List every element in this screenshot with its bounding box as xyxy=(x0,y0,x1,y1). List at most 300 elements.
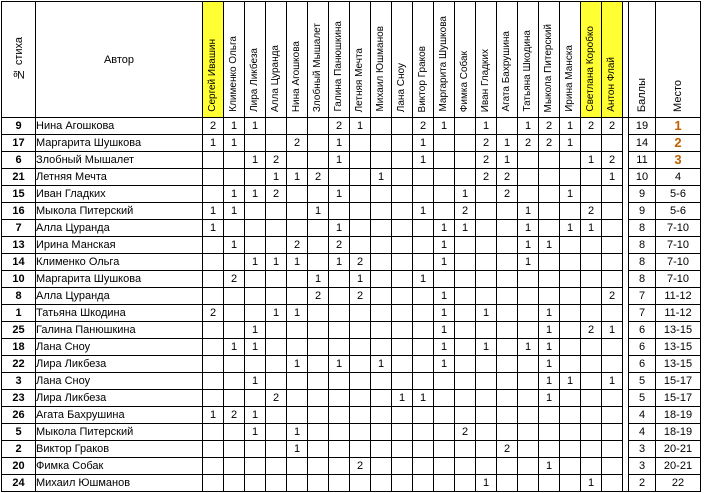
poem-number-cell: 14 xyxy=(2,254,36,271)
vote-cell xyxy=(581,390,602,407)
vote-cell xyxy=(413,407,434,424)
vote-cell xyxy=(581,254,602,271)
vote-cell xyxy=(497,237,518,254)
vote-cell xyxy=(329,169,350,186)
author-cell: Мыкола Питерский xyxy=(36,203,203,220)
author-cell: Мыкола Питерский xyxy=(36,424,203,441)
vote-cell xyxy=(266,424,287,441)
vote-cell: 1 xyxy=(224,237,245,254)
poem-number-cell: 21 xyxy=(2,169,36,186)
vote-cell: 1 xyxy=(434,118,455,135)
vote-cell xyxy=(560,237,581,254)
vote-cell xyxy=(518,356,539,373)
vote-cell: 1 xyxy=(245,322,266,339)
vote-cell xyxy=(371,305,392,322)
vote-cell xyxy=(413,373,434,390)
vote-cell xyxy=(413,356,434,373)
vote-cell xyxy=(287,203,308,220)
vote-cell xyxy=(602,237,623,254)
vote-cell: 1 xyxy=(245,424,266,441)
vote-cell: 1 xyxy=(308,203,329,220)
vote-cell xyxy=(434,135,455,152)
vote-cell xyxy=(476,237,497,254)
score-cell: 7 xyxy=(629,305,656,322)
score-cell: 10 xyxy=(629,169,656,186)
vote-cell: 1 xyxy=(518,339,539,356)
place-cell: 7-10 xyxy=(656,254,701,271)
place-cell: 13-15 xyxy=(656,339,701,356)
column-header-number xyxy=(2,2,36,118)
vote-cell: 2 xyxy=(266,390,287,407)
vote-cell xyxy=(308,237,329,254)
vote-cell xyxy=(518,390,539,407)
column-header-number-label: № стиха xyxy=(12,36,25,81)
table-row xyxy=(2,407,701,424)
table-row xyxy=(2,237,701,254)
place-cell: 18-19 xyxy=(656,407,701,424)
column-header-place xyxy=(656,2,701,118)
author-cell: Летняя Мечта xyxy=(36,169,203,186)
vote-cell xyxy=(602,407,623,424)
vote-cell: 1 xyxy=(245,407,266,424)
place-cell: 13-15 xyxy=(656,356,701,373)
place-cell: 22 xyxy=(656,475,701,492)
author-cell: Алла Цуранда xyxy=(36,220,203,237)
vote-cell xyxy=(497,373,518,390)
vote-cell xyxy=(476,203,497,220)
vote-cell: 2 xyxy=(581,322,602,339)
header-row xyxy=(2,2,701,118)
vote-cell xyxy=(392,169,413,186)
vote-cell xyxy=(224,356,245,373)
score-cell: 9 xyxy=(629,186,656,203)
table-row xyxy=(2,220,701,237)
vote-cell xyxy=(560,271,581,288)
vote-cell xyxy=(476,322,497,339)
vote-cell xyxy=(518,271,539,288)
vote-cell: 1 xyxy=(245,373,266,390)
vote-cell xyxy=(308,373,329,390)
score-cell: 6 xyxy=(629,322,656,339)
poem-number-cell: 9 xyxy=(2,118,36,135)
vote-cell xyxy=(392,118,413,135)
vote-cell xyxy=(308,475,329,492)
vote-cell xyxy=(560,356,581,373)
author-cell: Лира Ликбеза xyxy=(36,390,203,407)
table-row xyxy=(2,339,701,356)
vote-cell xyxy=(203,152,224,169)
judge-name-label: Маргарита Шушкова xyxy=(438,16,449,112)
vote-cell xyxy=(371,407,392,424)
vote-cell xyxy=(518,288,539,305)
table-row xyxy=(2,118,701,135)
vote-cell xyxy=(224,373,245,390)
vote-cell xyxy=(434,475,455,492)
vote-cell xyxy=(392,407,413,424)
poem-number-cell: 2 xyxy=(2,441,36,458)
vote-cell: 1 xyxy=(581,475,602,492)
vote-cell xyxy=(581,288,602,305)
vote-cell: 2 xyxy=(329,237,350,254)
table-row xyxy=(2,322,701,339)
vote-cell xyxy=(581,305,602,322)
vote-cell: 1 xyxy=(287,441,308,458)
judge-name-label: Михаил Юшманов xyxy=(375,26,386,112)
vote-cell xyxy=(518,169,539,186)
vote-cell xyxy=(539,203,560,220)
vote-cell xyxy=(455,169,476,186)
vote-cell xyxy=(539,186,560,203)
column-header-judge xyxy=(413,2,434,118)
vote-cell xyxy=(287,339,308,356)
poem-number-cell: 25 xyxy=(2,322,36,339)
vote-cell xyxy=(518,322,539,339)
vote-cell xyxy=(602,458,623,475)
vote-cell: 1 xyxy=(203,135,224,152)
vote-cell: 1 xyxy=(266,305,287,322)
vote-cell: 1 xyxy=(224,118,245,135)
vote-cell xyxy=(350,237,371,254)
vote-cell xyxy=(308,305,329,322)
vote-cell: 1 xyxy=(476,339,497,356)
vote-cell xyxy=(350,424,371,441)
vote-cell xyxy=(581,237,602,254)
vote-cell xyxy=(371,186,392,203)
score-cell: 3 xyxy=(629,458,656,475)
place-cell: 5-6 xyxy=(656,186,701,203)
vote-cell: 2 xyxy=(581,203,602,220)
vote-cell: 1 xyxy=(560,186,581,203)
poem-number-cell: 3 xyxy=(2,373,36,390)
place-cell: 11-12 xyxy=(656,305,701,322)
vote-cell xyxy=(560,390,581,407)
score-cell: 7 xyxy=(629,288,656,305)
vote-cell xyxy=(497,475,518,492)
vote-cell xyxy=(455,305,476,322)
vote-cell: 1 xyxy=(539,373,560,390)
vote-cell xyxy=(434,373,455,390)
vote-cell: 1 xyxy=(371,169,392,186)
vote-cell xyxy=(203,254,224,271)
vote-cell xyxy=(392,322,413,339)
vote-cell: 2 xyxy=(476,135,497,152)
vote-cell xyxy=(266,475,287,492)
place-cell: 7-10 xyxy=(656,271,701,288)
vote-cell xyxy=(224,475,245,492)
vote-cell: 1 xyxy=(203,407,224,424)
vote-cell xyxy=(203,237,224,254)
vote-cell: 2 xyxy=(497,441,518,458)
vote-cell xyxy=(392,373,413,390)
column-header-score xyxy=(629,2,656,118)
vote-cell xyxy=(455,118,476,135)
author-cell: Злобный Мышалет xyxy=(36,152,203,169)
vote-cell: 1 xyxy=(497,152,518,169)
vote-cell xyxy=(560,322,581,339)
vote-cell xyxy=(434,186,455,203)
vote-cell xyxy=(203,373,224,390)
vote-cell: 1 xyxy=(434,356,455,373)
vote-cell xyxy=(224,305,245,322)
vote-cell xyxy=(476,424,497,441)
vote-cell xyxy=(224,254,245,271)
vote-cell xyxy=(308,356,329,373)
vote-cell xyxy=(455,356,476,373)
judge-name-label: Галина Панюшкина xyxy=(333,21,344,112)
vote-cell: 1 xyxy=(476,118,497,135)
vote-cell: 1 xyxy=(434,305,455,322)
vote-cell xyxy=(455,441,476,458)
vote-cell xyxy=(224,441,245,458)
vote-cell: 1 xyxy=(602,169,623,186)
vote-cell xyxy=(434,169,455,186)
vote-cell: 2 xyxy=(266,186,287,203)
vote-cell xyxy=(266,288,287,305)
author-cell: Фимка Собак xyxy=(36,458,203,475)
column-header-place-label: Место xyxy=(672,80,684,112)
vote-cell xyxy=(350,356,371,373)
vote-cell xyxy=(581,441,602,458)
place-cell: 2 xyxy=(656,135,701,152)
vote-cell xyxy=(602,305,623,322)
vote-cell xyxy=(518,186,539,203)
table-row xyxy=(2,254,701,271)
vote-cell: 1 xyxy=(539,356,560,373)
vote-cell: 1 xyxy=(329,135,350,152)
vote-cell: 1 xyxy=(539,305,560,322)
vote-cell xyxy=(560,203,581,220)
vote-cell xyxy=(203,475,224,492)
vote-cell xyxy=(287,220,308,237)
vote-cell xyxy=(308,441,329,458)
author-cell: Виктор Граков xyxy=(36,441,203,458)
vote-cell xyxy=(350,203,371,220)
author-cell: Лана Сноу xyxy=(36,339,203,356)
vote-cell: 1 xyxy=(224,135,245,152)
place-cell: 3 xyxy=(656,152,701,169)
vote-cell xyxy=(539,441,560,458)
vote-cell: 1 xyxy=(539,339,560,356)
column-header-judge xyxy=(602,2,623,118)
vote-cell: 1 xyxy=(539,390,560,407)
vote-cell xyxy=(434,271,455,288)
vote-cell xyxy=(371,288,392,305)
vote-cell xyxy=(266,339,287,356)
vote-cell xyxy=(287,288,308,305)
vote-cell xyxy=(350,169,371,186)
table-row xyxy=(2,288,701,305)
vote-cell: 1 xyxy=(560,135,581,152)
table-row xyxy=(2,373,701,390)
vote-cell xyxy=(602,356,623,373)
vote-cell xyxy=(581,356,602,373)
vote-cell: 1 xyxy=(224,203,245,220)
table-row xyxy=(2,186,701,203)
judge-name-label: Лана Сноу xyxy=(396,62,407,112)
vote-cell: 1 xyxy=(434,254,455,271)
vote-cell xyxy=(266,373,287,390)
vote-cell: 1 xyxy=(266,169,287,186)
vote-cell xyxy=(539,169,560,186)
poem-number-cell: 13 xyxy=(2,237,36,254)
column-header-judge xyxy=(539,2,560,118)
vote-cell: 1 xyxy=(581,220,602,237)
vote-cell xyxy=(392,424,413,441)
vote-cell xyxy=(476,254,497,271)
vote-cell: 2 xyxy=(413,118,434,135)
vote-cell: 1 xyxy=(329,186,350,203)
vote-cell xyxy=(266,441,287,458)
vote-cell xyxy=(392,152,413,169)
vote-cell: 2 xyxy=(308,288,329,305)
judge-name-label: Сергей Ивашин xyxy=(207,39,218,112)
poem-number-cell: 10 xyxy=(2,271,36,288)
vote-cell xyxy=(287,322,308,339)
place-cell: 7-10 xyxy=(656,220,701,237)
place-cell: 20-21 xyxy=(656,441,701,458)
vote-cell xyxy=(476,220,497,237)
vote-cell xyxy=(203,271,224,288)
vote-cell xyxy=(245,305,266,322)
vote-cell xyxy=(266,203,287,220)
vote-cell: 1 xyxy=(518,203,539,220)
vote-cell: 1 xyxy=(287,305,308,322)
vote-cell xyxy=(203,288,224,305)
vote-cell: 1 xyxy=(518,118,539,135)
vote-cell xyxy=(266,356,287,373)
vote-cell: 1 xyxy=(434,339,455,356)
vote-cell xyxy=(455,322,476,339)
table-row xyxy=(2,390,701,407)
score-cell: 3 xyxy=(629,441,656,458)
judge-name-label: Фимка Собак xyxy=(459,50,470,112)
judge-name-label: Нина Агошкова xyxy=(291,40,302,112)
score-cell: 8 xyxy=(629,220,656,237)
vote-cell: 2 xyxy=(518,135,539,152)
vote-cell: 1 xyxy=(434,220,455,237)
vote-cell xyxy=(455,271,476,288)
vote-cell xyxy=(308,186,329,203)
vote-cell: 1 xyxy=(371,356,392,373)
score-cell: 9 xyxy=(629,203,656,220)
column-header-judge xyxy=(224,2,245,118)
vote-cell xyxy=(287,118,308,135)
vote-cell: 2 xyxy=(203,305,224,322)
judge-name-label: Агата Бахрушина xyxy=(501,31,512,112)
vote-cell xyxy=(413,475,434,492)
vote-cell xyxy=(371,203,392,220)
vote-cell xyxy=(350,475,371,492)
vote-cell xyxy=(413,254,434,271)
vote-cell xyxy=(392,220,413,237)
vote-cell xyxy=(455,373,476,390)
vote-cell xyxy=(245,237,266,254)
vote-cell xyxy=(518,373,539,390)
place-cell: 13-15 xyxy=(656,322,701,339)
vote-cell: 2 xyxy=(350,288,371,305)
vote-cell xyxy=(518,441,539,458)
vote-cell xyxy=(371,135,392,152)
vote-cell xyxy=(602,186,623,203)
vote-cell xyxy=(413,424,434,441)
vote-cell xyxy=(224,322,245,339)
vote-cell: 1 xyxy=(245,118,266,135)
vote-cell xyxy=(476,288,497,305)
vote-cell xyxy=(497,203,518,220)
vote-cell xyxy=(518,475,539,492)
vote-cell xyxy=(371,441,392,458)
results-table xyxy=(1,1,701,492)
vote-cell xyxy=(308,390,329,407)
table-row xyxy=(2,271,701,288)
score-cell: 2 xyxy=(629,475,656,492)
vote-cell xyxy=(518,305,539,322)
vote-cell xyxy=(392,203,413,220)
vote-cell xyxy=(434,458,455,475)
vote-cell: 1 xyxy=(245,152,266,169)
vote-cell xyxy=(476,407,497,424)
vote-cell xyxy=(392,339,413,356)
vote-cell: 1 xyxy=(329,220,350,237)
place-cell: 18-19 xyxy=(656,424,701,441)
vote-cell xyxy=(560,475,581,492)
vote-cell: 1 xyxy=(350,271,371,288)
vote-cell xyxy=(392,356,413,373)
score-cell: 4 xyxy=(629,407,656,424)
vote-cell xyxy=(329,458,350,475)
author-cell: Маргарита Шушкова xyxy=(36,135,203,152)
vote-cell xyxy=(497,424,518,441)
vote-cell: 1 xyxy=(287,356,308,373)
vote-cell: 1 xyxy=(350,118,371,135)
vote-cell xyxy=(455,407,476,424)
poem-number-cell: 7 xyxy=(2,220,36,237)
vote-cell xyxy=(602,254,623,271)
vote-cell xyxy=(350,220,371,237)
column-header-judge xyxy=(245,2,266,118)
vote-cell: 1 xyxy=(455,186,476,203)
vote-cell xyxy=(308,135,329,152)
vote-cell: 2 xyxy=(350,254,371,271)
vote-cell xyxy=(266,322,287,339)
vote-cell: 1 xyxy=(329,254,350,271)
vote-cell xyxy=(203,322,224,339)
vote-cell xyxy=(329,305,350,322)
vote-cell: 2 xyxy=(602,118,623,135)
vote-cell: 1 xyxy=(560,220,581,237)
vote-cell xyxy=(602,390,623,407)
judge-name-label: Клименко Ольга xyxy=(228,36,239,112)
vote-cell xyxy=(371,339,392,356)
vote-cell xyxy=(203,441,224,458)
vote-cell: 1 xyxy=(539,237,560,254)
vote-cell xyxy=(371,152,392,169)
vote-cell xyxy=(224,169,245,186)
column-header-judge xyxy=(518,2,539,118)
vote-cell: 1 xyxy=(476,305,497,322)
judge-name-label: Летняя Мечта xyxy=(354,47,365,112)
author-cell: Галина Панюшкина xyxy=(36,322,203,339)
vote-cell xyxy=(266,458,287,475)
vote-cell: 1 xyxy=(413,135,434,152)
vote-cell: 2 xyxy=(602,152,623,169)
vote-cell: 2 xyxy=(224,271,245,288)
vote-cell: 2 xyxy=(476,152,497,169)
poem-number-cell: 17 xyxy=(2,135,36,152)
vote-cell xyxy=(266,237,287,254)
score-cell: 4 xyxy=(629,424,656,441)
vote-cell xyxy=(581,458,602,475)
